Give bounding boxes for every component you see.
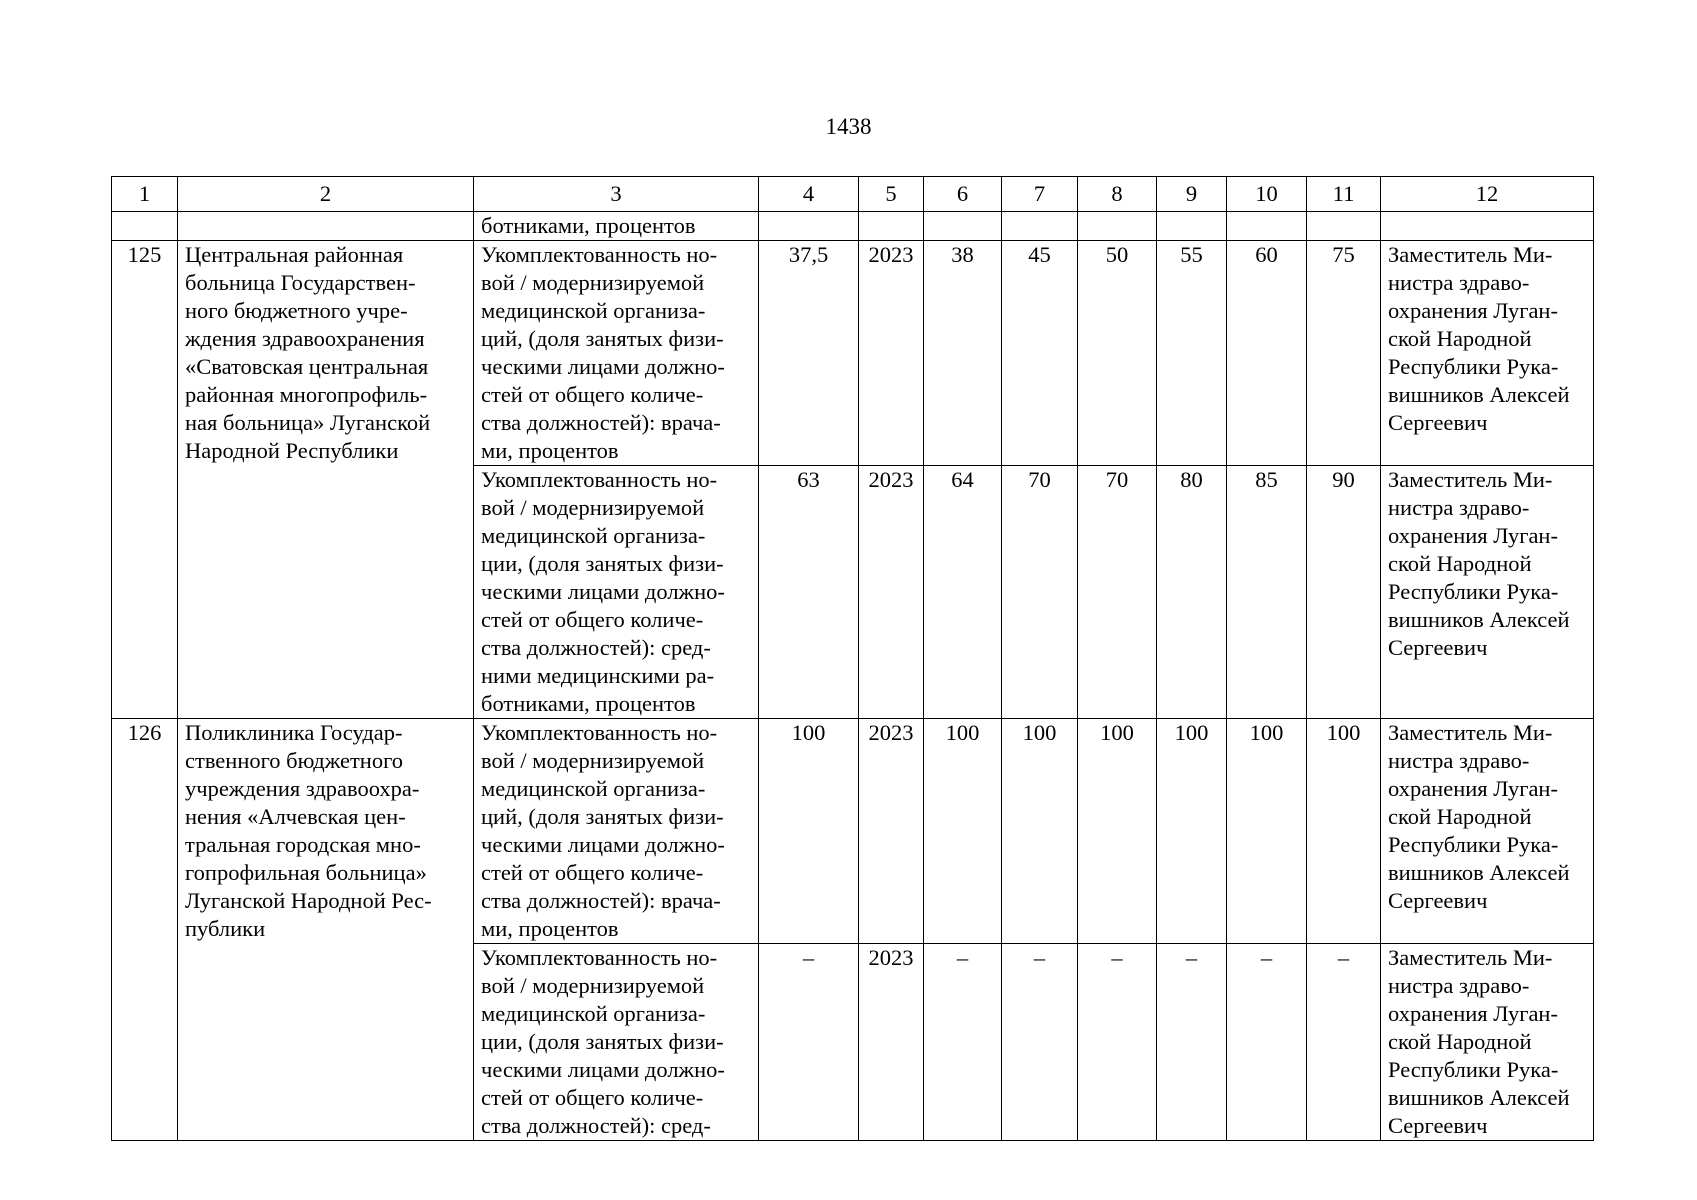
text-line: ства должностей): врача- [481,888,721,913]
text-line: вишников Алексей [1388,607,1570,632]
page-number: 1438 [825,114,872,139]
cell-value: 75 [1307,241,1381,466]
col-header-5: 5 [859,177,924,212]
cell-responsible [1381,466,1594,719]
cell-value: 70 [1078,466,1157,719]
text-line: Заместитель Ми- [1388,720,1553,745]
col-header-4: 4 [759,177,859,212]
text-line: Укомплектованность но- [481,945,718,970]
cell-responsible [1381,719,1594,944]
cell-value: 100 [759,719,859,944]
text-line: нистра здраво- [1388,973,1530,998]
text-line: Укомплектованность но- [481,720,718,745]
cell-value: 100 [1078,719,1157,944]
text-line: Сергеевич [1388,635,1488,660]
text-line: ческими лицами должно- [481,1057,725,1082]
text-line: медицинской организа- [481,776,706,801]
cell-value [759,212,859,241]
text-line: ской Народной [1388,551,1532,576]
col-header-11: 11 [1307,177,1381,212]
cell-value [924,212,1002,241]
cell-num [112,212,178,241]
table-row [112,719,1594,944]
text-line: тральная городская мно- [185,832,421,857]
cell-indicator [474,944,759,1141]
text-line: ботниками, процентов [481,213,696,238]
text-line: ции, (доля занятых физи- [481,1029,724,1054]
text-line: «Сватовская центральная [185,354,429,379]
text-line: ской Народной [1388,804,1532,829]
text-line: Республики Рука- [1388,832,1559,857]
text-line: ческими лицами должно- [481,579,725,604]
text-line: стей от общего количе- [481,607,704,632]
cell-value: – [1307,944,1381,1141]
text-line: Луганской Народной Рес- [185,888,432,913]
text-line: Республики Рука- [1388,1057,1559,1082]
text-line: нистра здраво- [1388,748,1530,773]
cell-value [1002,212,1078,241]
col-header-10: 10 [1227,177,1307,212]
cell-value [1157,212,1227,241]
cell-responsible [1381,944,1594,1141]
text-line: медицинской организа- [481,298,706,323]
cell-value: 2023 [859,241,924,466]
cell-value [859,212,924,241]
col-header-3: 3 [474,177,759,212]
text-line: Заместитель Ми- [1388,242,1553,267]
cell-value: – [1157,944,1227,1141]
text-line: больница Государствен- [185,270,416,295]
col-header-2: 2 [178,177,474,212]
text-line: ми, процентов [481,438,619,463]
text-line: вишников Алексей [1388,860,1570,885]
cell-org [178,241,474,719]
text-line: вишников Алексей [1388,382,1570,407]
cell-value: 2023 [859,466,924,719]
cell-value: – [759,944,859,1141]
text-line: ственного бюджетного [185,748,404,773]
column-number-row [112,177,1594,212]
cell-value [1307,212,1381,241]
text-line: Заместитель Ми- [1388,945,1553,970]
cell-value: 90 [1307,466,1381,719]
cell-value: – [1002,944,1078,1141]
text-line: ства должностей): сред- [481,1113,711,1138]
text-line: Центральная районная [185,242,404,267]
cell-responsible [1381,212,1594,241]
cell-value: 2023 [859,719,924,944]
text-line: медицинской организа- [481,1001,706,1026]
cell-org [178,212,474,241]
cell-value: 2023 [859,944,924,1141]
text-line: Поликлиника Государ- [185,720,403,745]
text-line: Сергеевич [1388,888,1488,913]
text-line: стей от общего количе- [481,1085,704,1110]
cell-value: 50 [1078,241,1157,466]
col-header-9: 9 [1157,177,1227,212]
cell-indicator [474,241,759,466]
text-line: вишников Алексей [1388,1085,1570,1110]
text-line: Республики Рука- [1388,354,1559,379]
cell-value [1227,212,1307,241]
cell-responsible [1381,241,1594,466]
text-line: ми, процентов [481,916,619,941]
text-line: ской Народной [1388,1029,1532,1054]
text-line: Народной Республики [185,438,399,463]
text-line: публики [185,916,266,941]
col-header-12: 12 [1381,177,1594,212]
cell-indicator [474,212,759,241]
text-line: ботниками, процентов [481,691,696,716]
text-line: вой / модернизируемой [481,748,705,773]
cell-value: 64 [924,466,1002,719]
text-line: стей от общего количе- [481,860,704,885]
text-line: ного бюджетного учре- [185,298,408,323]
cell-value: 70 [1002,466,1078,719]
text-line: ждения здравоохранения [185,326,425,351]
text-line: ними медицинскими ра- [481,663,715,688]
cell-value: – [924,944,1002,1141]
text-line: Сергеевич [1388,1113,1488,1138]
cell-value: 45 [1002,241,1078,466]
text-line: ций, (доля занятых физи- [481,804,724,829]
text-line: охранения Луган- [1388,776,1558,801]
text-line: охранения Луган- [1388,1001,1558,1026]
cell-value: 85 [1227,466,1307,719]
text-line: нистра здраво- [1388,270,1530,295]
text-line: стей от общего количе- [481,382,704,407]
col-header-8: 8 [1078,177,1157,212]
text-line: Сергеевич [1388,410,1488,435]
text-line: Республики Рука- [1388,579,1559,604]
text-line: вой / модернизируемой [481,270,705,295]
continuation-row [112,212,1594,241]
cell-value: 38 [924,241,1002,466]
col-header-7: 7 [1002,177,1078,212]
cell-value: – [1227,944,1307,1141]
cell-value: 80 [1157,466,1227,719]
cell-value: 100 [1002,719,1078,944]
col-header-6: 6 [924,177,1002,212]
text-line: ческими лицами должно- [481,832,725,857]
text-line: охранения Луган- [1388,298,1558,323]
col-header-1: 1 [112,177,178,212]
text-line: ской Народной [1388,326,1532,351]
cell-value: – [1078,944,1157,1141]
cell-indicator [474,466,759,719]
text-line: охранения Луган- [1388,523,1558,548]
cell-value [1078,212,1157,241]
indicators-table [111,176,1594,1141]
text-line: медицинской организа- [481,523,706,548]
text-line: ства должностей): врача- [481,410,721,435]
text-line: вой / модернизируемой [481,973,705,998]
text-line: Укомплектованность но- [481,242,718,267]
text-line: районная многопрофиль- [185,382,428,407]
cell-org [178,719,474,1141]
text-line: учреждения здравоохра- [185,776,420,801]
text-line: вой / модернизируемой [481,495,705,520]
cell-num: 126 [112,719,178,1141]
cell-value: 100 [1157,719,1227,944]
text-line: ческими лицами должно- [481,354,725,379]
text-line: нистра здраво- [1388,495,1530,520]
text-line: гопрофильная больница» [185,860,427,885]
text-line: ций, (доля занятых физи- [481,326,724,351]
text-line: Заместитель Ми- [1388,467,1553,492]
text-line: ции, (доля занятых физи- [481,551,724,576]
cell-value: 63 [759,466,859,719]
cell-indicator [474,719,759,944]
cell-value: 55 [1157,241,1227,466]
cell-value: 100 [1227,719,1307,944]
text-line: ная больница» Луганской [185,410,431,435]
table-row [112,241,1594,466]
cell-value: 37,5 [759,241,859,466]
text-line: Укомплектованность но- [481,467,718,492]
cell-num: 125 [112,241,178,719]
text-line: ства должностей): сред- [481,635,711,660]
text-line: нения «Алчевская цен- [185,804,406,829]
cell-value: 100 [924,719,1002,944]
cell-value: 100 [1307,719,1381,944]
cell-value: 60 [1227,241,1307,466]
